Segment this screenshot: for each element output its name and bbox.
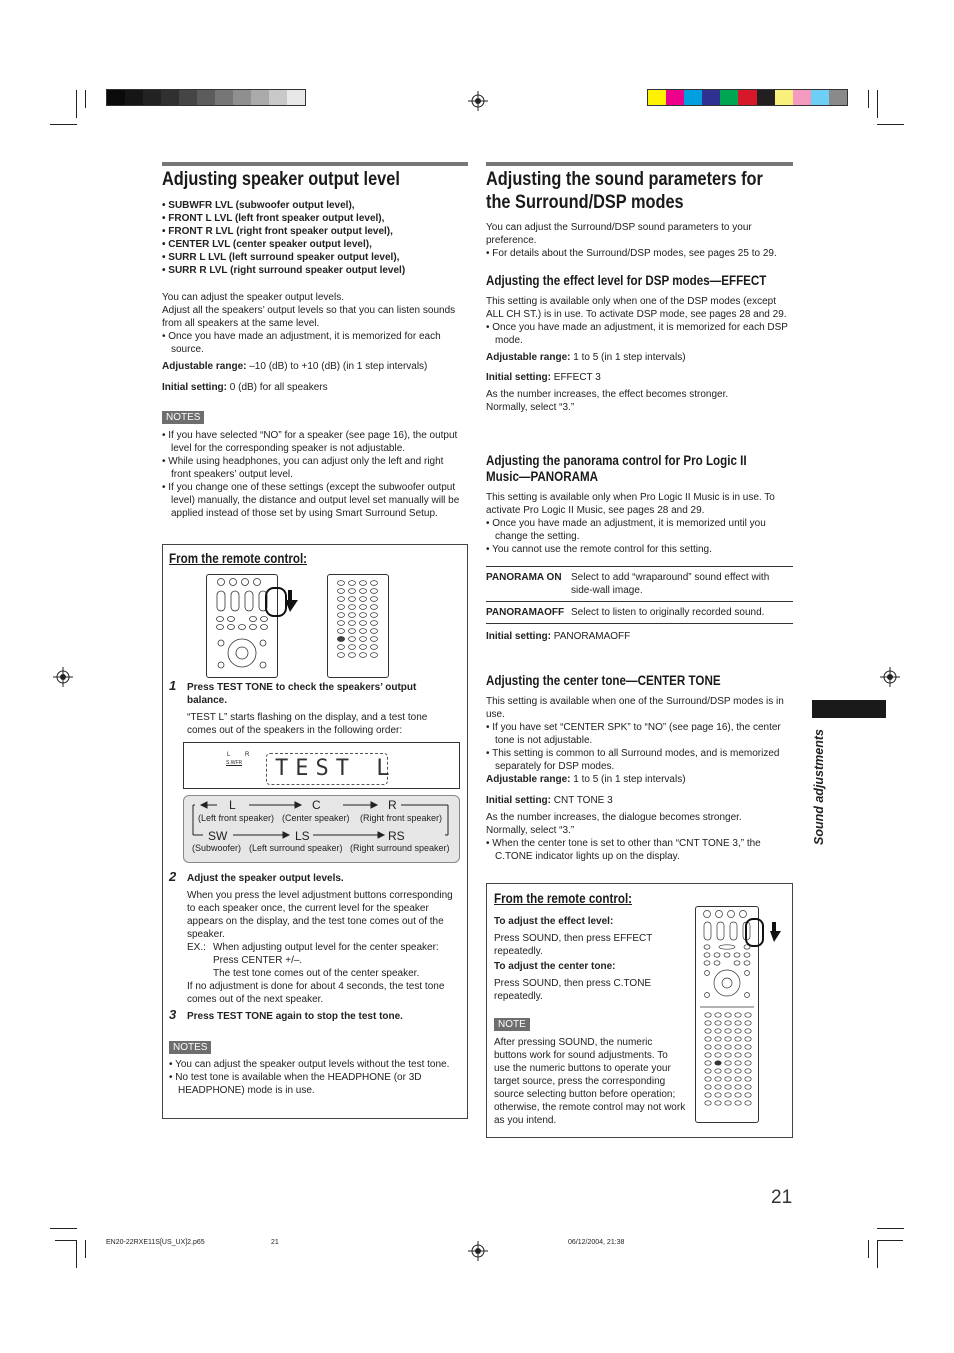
display-indicator-l: L [227,752,231,758]
flow-sub-rs: (Right surround speaker) [350,843,450,853]
color-swatch [684,90,702,105]
ex-text-2: The test tone comes out of the center speaker. [213,968,420,979]
footer-file: EN20-22RXE11S[US_UX]2.p65 [106,1239,205,1246]
color-swatch [829,90,847,105]
left-intro [162,291,470,356]
step1-text: “TEST L” starts flashing on the display, and a test tone comes out of the speakers in the following order: [187,712,428,736]
color-swatch [775,90,793,105]
note-item: • You can adjust the speaker output levels without the test tone. [169,1059,450,1070]
list-item: • SUBWFR LVL (subwoofer output level), [162,200,355,211]
intro-line: You can adjust the speaker output levels. [162,292,344,303]
effect-after: As the number increases, the effect becomes stronger. [486,389,729,400]
box-notes [169,1058,459,1097]
display-indicator-r: R [245,752,250,758]
table-row: PANORAMA ON Select to add “wraparound” sound effect with side-wall image. [486,567,793,602]
remote-box-heading: From the remote control: [169,551,308,566]
footer-date: 06/12/2004, 21:38 [568,1239,625,1246]
registration-mark-bottom [468,1241,488,1261]
step2-text-2: If no adjustment is done for about 4 seconds, the test tone comes out of the next speaker. [187,981,445,1005]
center-tone-heading: Adjusting the center tone—CENTER TONE [486,673,721,688]
step-number: 2 [169,869,177,884]
note-item: • While using headphones, you can adjust only the left and right front speakers’ output level. [162,456,444,480]
remote-box-instructions [494,915,689,1003]
list-item: • SURR L LVL (left surround speaker output level), [162,252,400,263]
effect-range: Adjustable range: 1 to 5 (in 1 step intervals) [486,352,686,363]
registration-mark-right [880,667,900,687]
level-list [162,199,468,277]
effect-bullet: • Once you have made an adjustment, it is memorized for each DSP mode. [486,322,788,346]
display-text: TEST L [275,756,397,781]
ex-text: When adjusting output level for the center speaker: Press CENTER +/–. [213,942,439,966]
color-swatch [143,90,161,105]
panorama-bullet: • You cannot use the remote control for this setting. [486,544,712,555]
step-number: 1 [169,678,177,693]
table-row: PANORAMAOFF Select to listen to originally recorded sound. [486,607,765,618]
color-swatch [287,90,305,105]
step2-title: Adjust the speaker output levels. [187,873,344,884]
note-item: • No test tone is available when the HEADPHONE (or 3D HEADPHONE) mode is in use. [169,1072,422,1096]
panorama-section [486,491,793,556]
section-tab [812,700,886,718]
left-notes [162,429,462,520]
effect-initial: Initial setting: EFFECT 3 [486,372,601,383]
color-swatch [793,90,811,105]
flow-sub-r: (Right front speaker) [360,813,443,823]
note-item: • If you change one of these settings (except the subwoofer output level) manually, the distance and output level set manually will be applied instead of those set by using Smart Surround Setup. [162,482,460,519]
registration-mark-left [53,667,73,687]
flow-sub-c: (Center speaker) [282,813,350,823]
center-bullet: • If you have set “CENTER SPK” to “NO” (see page 16), the center tone is not adjustable. [486,722,781,746]
page-title-left: Adjusting speaker output level [162,169,400,190]
intro-line: You can adjust the Surround/DSP sound parameters to your preference. [486,222,752,246]
flow-label-sw: SW [208,829,228,843]
color-swatch [648,90,666,105]
center-range: Adjustable range: 1 to 5 (in 1 step intervals) [486,774,686,785]
effect-section [486,295,793,414]
color-swatch [233,90,251,105]
list-item: • SURR R LVL (right surround speaker output level) [162,265,406,276]
display-indicator-swfr: S.WFR [226,760,243,766]
panorama-table [486,566,793,624]
instruction-text: Press SOUND, then press C.TONE repeatedly. [494,978,652,1002]
step3-title: Press TEST TONE again to stop the test tone. [187,1011,403,1022]
center-initial: Initial setting: CNT TONE 3 [486,795,613,806]
instruction-heading: To adjust the center tone: [494,961,616,972]
arrow-pointer-icon [770,922,782,942]
panorama-text: This setting is available only when Pro Logic II Music is in use. To activate Pro Logic II Music, see pages 28 and 29. [486,492,775,516]
flow-label-rs: RS [388,829,405,843]
grayscale-bar [106,89,306,106]
flow-sub-ls: (Left surround speaker) [249,843,343,853]
center-text: This setting is available when one of the Surround/DSP modes is in use. [486,696,784,720]
effect-heading: Adjusting the effect level for DSP modes—EFFECT [486,273,767,288]
intro-bullet: • For details about the Surround/DSP modes, see pages 25 to 29. [486,248,777,259]
effect-text: This setting is available only when one of the DSP modes (except ALL CH ST.) is in use. To activate DSP mode, see pages 28 and 29. [486,296,787,320]
sound-button-highlight [745,918,764,947]
flow-sub-sw: (Subwoofer) [192,843,242,853]
color-swatch [720,90,738,105]
right-intro [486,221,786,260]
arrow-pointer-icon [285,590,299,612]
ex-label: EX.: [187,942,206,953]
center-tone-section [486,695,793,863]
center-bullet: • When the center tone is set to other than “CNT TONE 3,” the C.TONE indicator lights up on the display. [486,838,761,862]
registration-mark-top [468,91,488,111]
notes-badge: NOTES [162,411,204,424]
intro-line: Adjust all the speakers’ output levels so that you can listen sounds from all speakers at the same level. [162,305,456,329]
color-swatch [738,90,756,105]
remote-box-note: After pressing SOUND, the numeric buttons work for sound adjustments. To use the numeric buttons to operate your target source, press the corresponding source selecting button before operation; otherwise, the remote control may not work as you intend. [494,1037,686,1126]
color-swatch [811,90,829,105]
color-swatch [125,90,143,105]
left-range: Adjustable range: –10 (dB) to +10 (dB) (in 1 step intervals) [162,361,428,372]
note-item: • If you have selected “NO” for a speaker (see page 16), the output level for the corresponding speaker is not adjustable. [162,430,458,454]
color-swatch [702,90,720,105]
remote-control-number-pad [327,574,389,678]
center-after: As the number increases, the dialogue becomes stronger. [486,812,742,823]
list-item: • CENTER LVL (center speaker output level), [162,239,372,250]
flow-sub-l: (Left front speaker) [198,813,275,823]
step2-text: When you press the level adjustment buttons corresponding to each speaker once, the current level for the speaker appears on the display, and the test tone comes out of the speaker. [187,890,453,940]
page-title-right: Adjusting the sound parameters for the Surround/DSP modes [486,169,763,213]
color-swatch [161,90,179,105]
section-tab-label: Sound adjustments [812,729,826,845]
color-swatch [179,90,197,105]
panorama-heading: Adjusting the panorama control for Pro Logic II Music—PANORAMA [486,453,747,484]
center-after: Normally, select “3.” [486,825,575,836]
test-tone-highlight [265,587,287,617]
list-item: • FRONT L LVL (left front speaker output level), [162,213,385,224]
intro-bullet: • Once you have made an adjustment, it is memorized for each source. [162,331,441,355]
effect-after: Normally, select “3.” [486,402,575,413]
instruction-heading: To adjust the effect level: [494,916,614,927]
panorama-bullet: • Once you have made an adjustment, it is memorized until you change the setting. [486,518,766,542]
center-bullet: • This setting is common to all Surround modes, and is memorized separately for DSP modes. [486,748,780,772]
flow-label-l: L [229,798,236,812]
left-title-rule [162,162,468,166]
color-swatch [197,90,215,105]
color-bar [647,89,848,106]
color-swatch [215,90,233,105]
color-swatch [269,90,287,105]
step1-title: Press TEST TONE to check the speakers’ output balance. [187,682,417,706]
flow-label-c: C [312,798,321,812]
list-item: • FRONT R LVL (right front speaker output level), [162,226,393,237]
color-swatch [757,90,775,105]
panorama-initial: Initial setting: PANORAMAOFF [486,631,631,642]
color-swatch [107,90,125,105]
step-number: 3 [169,1007,177,1022]
notes-badge: NOTES [169,1041,211,1054]
color-swatch [251,90,269,105]
color-swatch [666,90,684,105]
page-number: 21 [771,1187,793,1208]
note-badge: NOTE [494,1018,530,1031]
instruction-text: Press SOUND, then press EFFECT repeatedly. [494,933,653,957]
footer-page: 21 [271,1239,279,1246]
left-initial: Initial setting: 0 (dB) for all speakers [162,382,328,393]
flow-label-ls: LS [295,829,310,843]
remote-box-heading: From the remote control: [494,891,633,906]
right-title-rule [486,162,793,166]
flow-label-r: R [388,798,397,812]
